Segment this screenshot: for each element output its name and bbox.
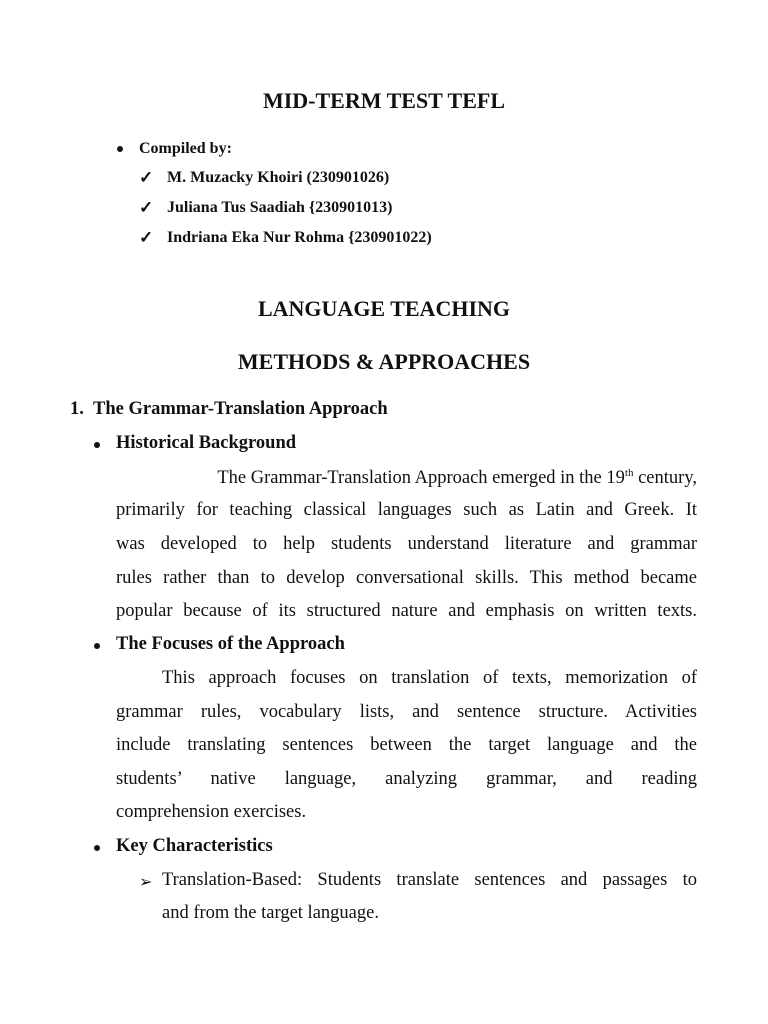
paragraph-line: popular because of its structured nature and emphasis on written texts.: [116, 601, 697, 621]
section-number: 1.: [70, 399, 84, 419]
author-item: M. Muzacky Khoiri (230901026): [167, 169, 390, 186]
paragraph-line: grammar rules, vocabulary lists, and sentence structure. Activities: [116, 702, 697, 722]
subheading-key-characteristics: Key Characteristics: [116, 836, 273, 856]
heading-methods-approaches: METHODS & APPROACHES: [237, 349, 531, 374]
paragraph-line: include translating sentences between the target language and the: [116, 735, 697, 755]
bullet-icon: [94, 845, 100, 851]
list-item-line: and from the target language.: [162, 903, 379, 923]
section-title: The Grammar-Translation Approach: [93, 399, 388, 419]
bullet-icon: [117, 146, 123, 152]
paragraph-text: century,: [633, 468, 697, 489]
paragraph-line: students’ native language, analyzing grammar, and reading: [116, 769, 697, 789]
bullet-icon: [94, 442, 100, 448]
heading-language-teaching: LANGUAGE TEACHING: [257, 296, 511, 321]
paragraph-line: [116, 467, 697, 489]
author-item: Juliana Tus Saadiah {230901013): [167, 199, 393, 216]
paragraph-line: rules rather than to develop conversational skills. This method became: [116, 568, 697, 588]
check-icon: ✓: [139, 198, 154, 217]
list-item-line: Translation-Based: Students translate sentences and passages to: [162, 870, 697, 890]
check-icon: ✓: [139, 168, 154, 187]
subheading-historical: Historical Background: [116, 433, 297, 453]
check-icon: ✓: [139, 228, 154, 247]
subheading-focuses: The Focuses of the Approach: [116, 634, 345, 654]
paragraph-line: was developed to help students understand literature and grammar: [116, 534, 697, 554]
superscript-th: th: [624, 467, 634, 479]
compiled-label: Compiled by:: [139, 140, 232, 157]
bullet-icon: [94, 643, 100, 649]
paragraph-line: comprehension exercises.: [116, 802, 307, 822]
page-title: MID-TERM TEST TEFL: [262, 88, 506, 113]
arrow-bullet-icon: ➢: [139, 874, 153, 891]
paragraph-line: This approach focuses on translation of texts, memorization of: [162, 668, 697, 688]
paragraph-text: The Grammar-Translation Approach emerged in the 19: [217, 468, 625, 489]
paragraph-line: primarily for teaching classical languages such as Latin and Greek. It: [116, 500, 697, 520]
author-item: Indriana Eka Nur Rohma {230901022): [167, 229, 432, 246]
